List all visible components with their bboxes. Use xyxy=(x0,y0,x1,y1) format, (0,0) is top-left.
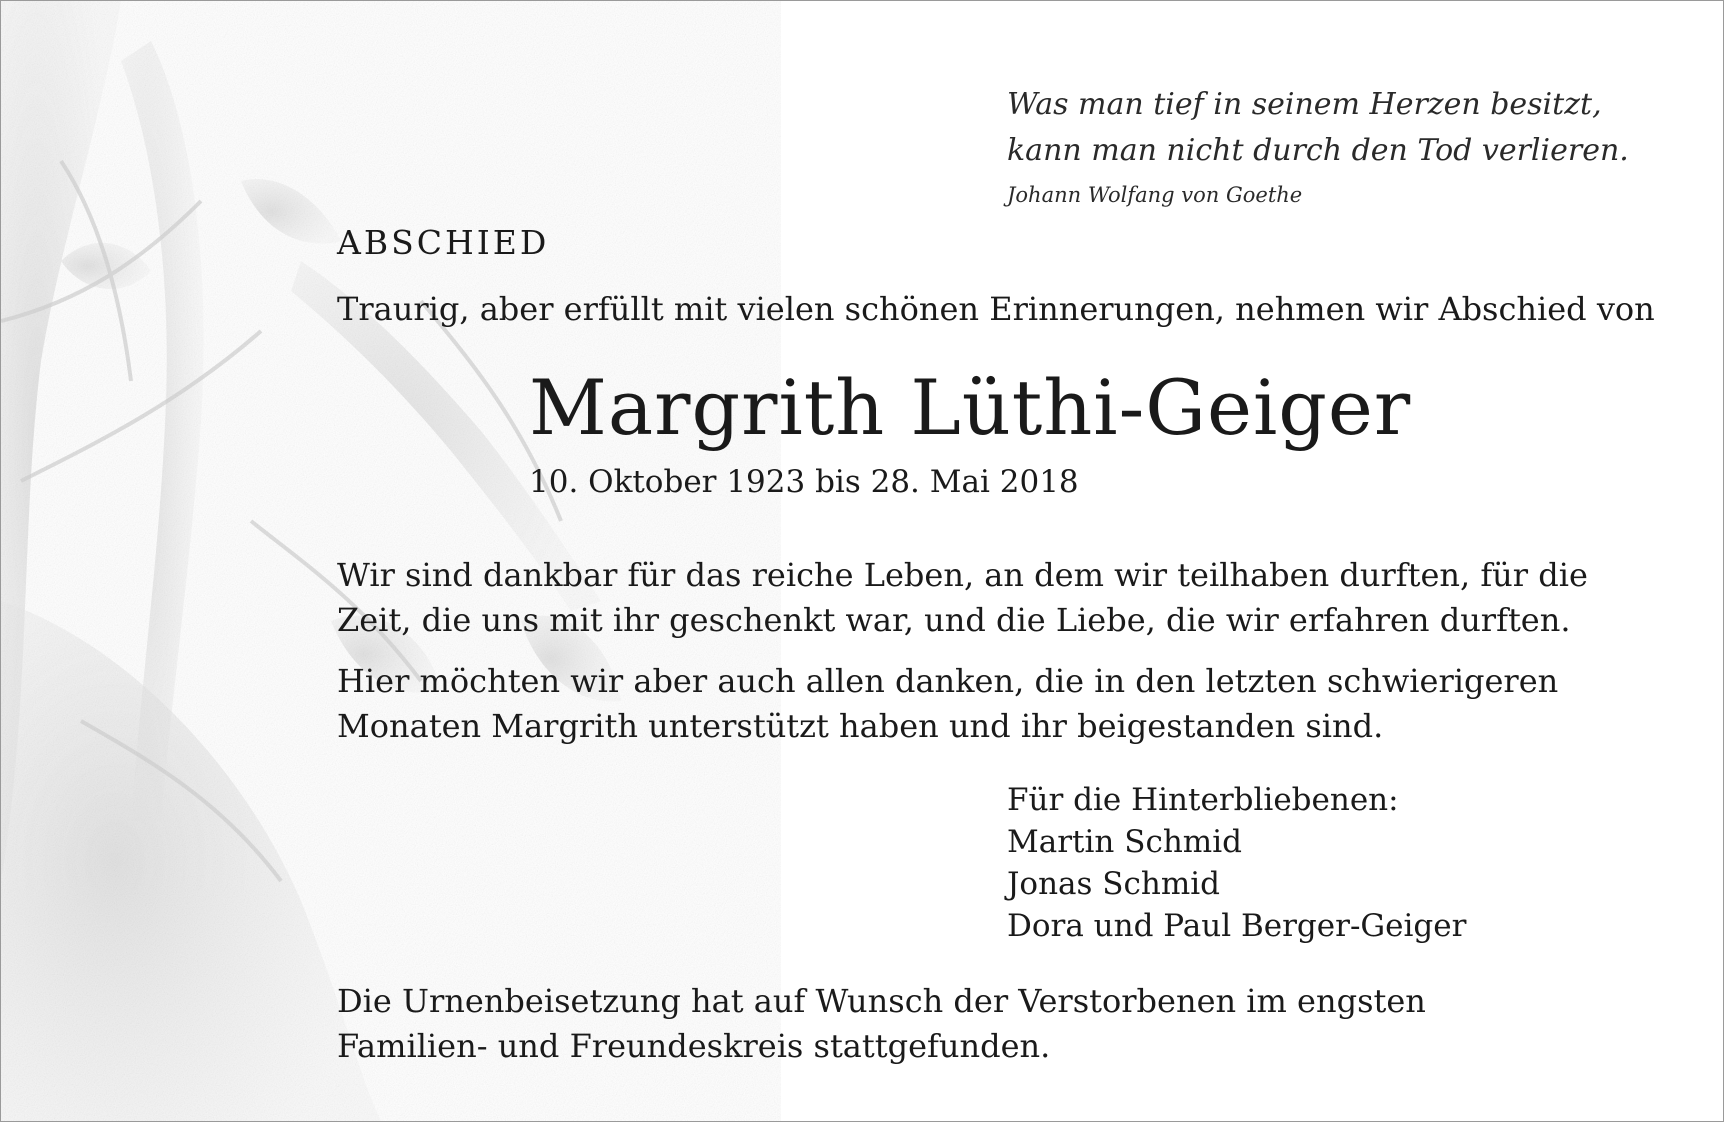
thanks-paragraph-1: Wir sind dankbar für das reiche Leben, an dem wir teilhaben durften, für die Zeit, die uns mit ihr geschenkt war, und die Liebe, die wir erfahren durften. xyxy=(337,556,1588,639)
intro-text: Traurig, aber erfüllt mit vielen schönen Erinnerungen, nehmen wir Abschied von xyxy=(337,290,1655,328)
quote-line-1: Was man tief in seinem Herzen besitzt, xyxy=(1007,87,1602,122)
deceased-name: Margrith Lüthi-Geiger xyxy=(529,363,1412,452)
closing-paragraph: Die Urnenbeisetzung hat auf Wunsch der Verstorbenen im engsten Familien- und Freundeskreis stattgefunden. xyxy=(337,982,1426,1065)
life-dates: 10. Oktober 1923 bis 28. Mai 2018 xyxy=(529,464,1079,500)
signer-name: Martin Schmid xyxy=(1007,824,1242,860)
quote-line-2: kann man nicht durch den Tod verlieren. xyxy=(1007,133,1629,168)
signer-name: Jonas Schmid xyxy=(1007,866,1221,902)
thanks-paragraph-2: Hier möchten wir aber auch allen danken, die in den letzten schwierigeren Monaten Margrith unterstützt haben und ihr beigestanden sind. xyxy=(337,662,1559,745)
heading-abschied: ABSCHIED xyxy=(337,223,550,262)
signers-intro: Für die Hinterbliebenen: xyxy=(1007,782,1399,818)
quote-author: Johann Wolfang von Goethe xyxy=(1007,183,1303,207)
signer-name: Dora und Paul Berger-Geiger xyxy=(1007,908,1467,944)
